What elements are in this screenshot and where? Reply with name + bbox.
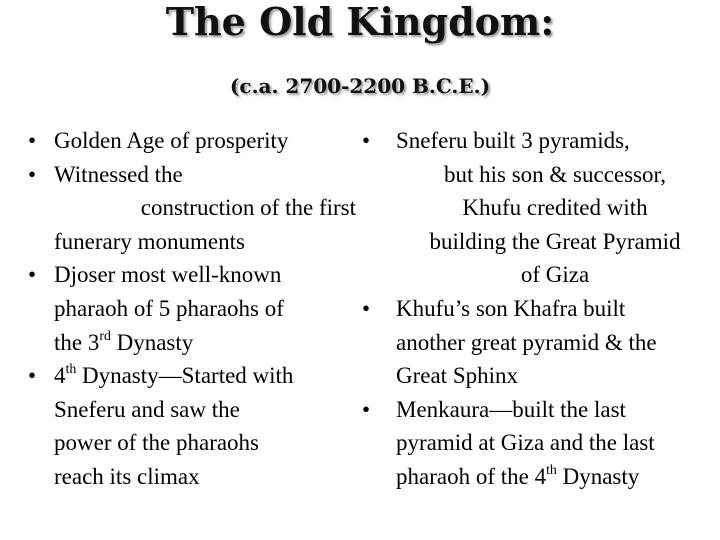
right-bullet-menkaura	[362, 393, 714, 494]
slide-subtitle: (c.a. 2700-2200 B.C.E.)	[229, 74, 491, 98]
bullet-icon: •	[28, 262, 37, 288]
right-bullet-khafra	[362, 292, 714, 393]
bullet-text-line: Witnessed the	[54, 161, 183, 187]
bullet-text: Dynasty	[556, 463, 640, 489]
right-bullet-list	[362, 124, 714, 494]
bullet-text: the 3	[54, 329, 100, 355]
bullet-icon: •	[362, 128, 371, 153]
bullet-text-line: but his son & successor,	[443, 161, 667, 187]
bullet-text-line	[396, 460, 714, 494]
bullet-text: 4	[54, 363, 66, 389]
bullet-text-line	[54, 326, 356, 360]
left-bullet-list	[28, 124, 356, 494]
right-column	[362, 124, 714, 494]
bullet-text-line	[54, 359, 356, 393]
bullet-text-line: Djoser most well-known	[54, 262, 282, 288]
bullet-icon: •	[362, 295, 371, 321]
right-bullet-sneferu	[362, 124, 714, 292]
bullet-text-line: Great Sphinx	[396, 363, 519, 389]
ordinal-suffix: th	[546, 461, 557, 477]
bullet-text-line: Khufu’s son Khafra built	[396, 295, 626, 321]
bullet-text: construction of the first	[140, 195, 356, 221]
bullet-text: Dynasty—Started with	[76, 363, 294, 389]
bullet-icon: •	[28, 128, 37, 153]
bullet-text: Dynasty	[110, 329, 194, 355]
slide-title: The Old Kingdom:	[165, 0, 555, 44]
bullet-icon: •	[28, 363, 37, 389]
bullet-text-line: Sneferu and saw the	[54, 396, 240, 422]
bullet-text-line: of Giza	[520, 262, 590, 288]
bullet-icon: •	[362, 396, 371, 422]
bullet-icon: •	[28, 161, 37, 187]
bullet-text-line	[54, 191, 356, 225]
bullet-text-line: power of the pharaohs	[54, 430, 260, 456]
left-bullet-golden-age	[28, 124, 356, 158]
bullet-text: pharaoh of the 4	[396, 463, 547, 489]
left-bullet-funerary-monuments	[28, 158, 356, 259]
bullet-text: Golden Age of prosperity	[54, 128, 289, 153]
bullet-text-line: Khufu credited with	[462, 195, 648, 221]
left-bullet-fourth-dynasty	[28, 359, 356, 493]
ordinal-suffix: rd	[99, 327, 111, 343]
bullet-text-line: building the Great Pyramid	[429, 228, 681, 254]
bullet-text-line: funerary monuments	[54, 228, 245, 254]
bullet-text-line: Menkaura—built the last	[396, 396, 626, 422]
bullet-text-line: pyramid at Giza and the last	[396, 430, 655, 456]
bullet-text-line: Sneferu built 3 pyramids,	[396, 128, 630, 153]
left-bullet-djoser	[28, 258, 356, 359]
ordinal-suffix: th	[65, 361, 77, 377]
bullet-text-line: pharaoh of 5 pharaohs of	[54, 295, 284, 321]
bullet-text-line: another great pyramid & the	[396, 329, 657, 355]
left-column	[28, 124, 356, 494]
bullet-text-line: reach its climax	[54, 463, 200, 489]
